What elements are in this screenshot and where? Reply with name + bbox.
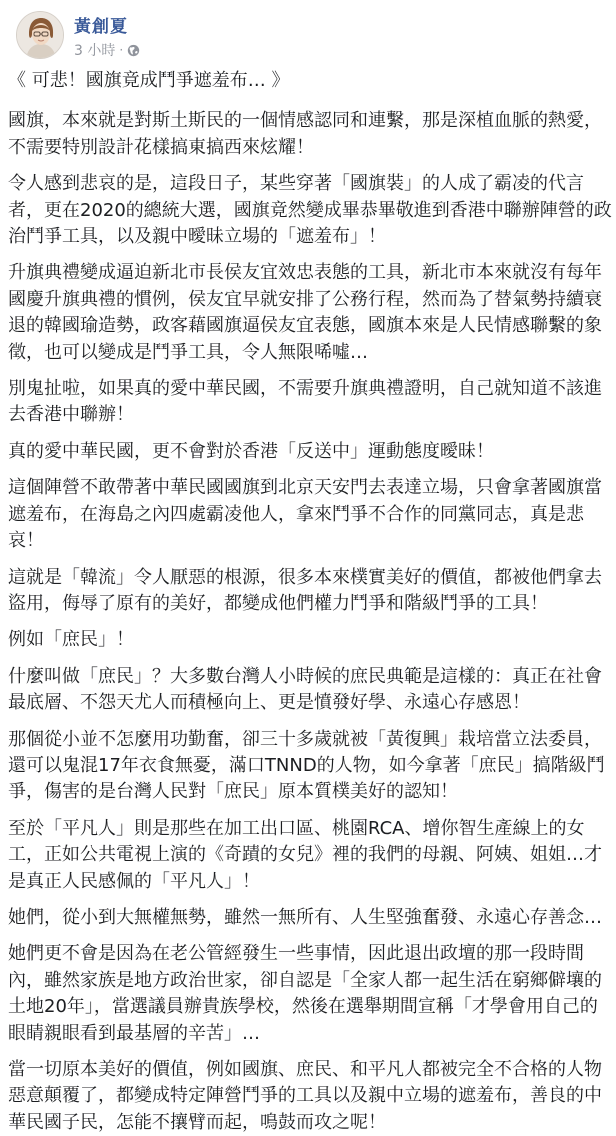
post-paragraph: 什麼叫做「庶民」？大多數台灣人小時候的庶民典範是這樣的：真正在社會最底層、不怨天尤人而積極向上、更是憤發好學、永遠心存感恩！ <box>8 665 602 714</box>
post-meta <box>74 40 140 60</box>
post-paragraph: 她們，從小到大無權無勢，雖然一無所有、人生堅強奮發、永遠心存善念… <box>8 906 602 928</box>
post-body <box>8 68 616 1136</box>
post-paragraph: 這個陣營不敢帶著中華民國國旗到北京天安門去表達立場，只會拿著國旗當遮羞布，在海島之內四處霸凌他人，拿來鬥爭不合作的同黨同志，真是悲哀！ <box>8 477 602 552</box>
post-paragraph: 這就是「韓流」令人厭惡的根源，很多本來樸實美好的價值，都被他們拿去盜用，侮辱了原有的美好，都變成他們權力鬥爭和階級鬥爭的工具！ <box>8 566 602 614</box>
author-avatar[interactable] <box>16 11 64 59</box>
post-paragraph: 當一切原本美好的價值，例如國旗、庶民、和平凡人都被完全不合格的人物惡意顛覆了，都變成特定陣營鬥爭的工具以及親中立場的遮羞布，善良的中華民國子民，怎能不攘臂而起，鳴鼓而攻之呢！ <box>8 1059 602 1133</box>
post-paragraph: 她們更不會是因為在老公管經發生一些事情，因此退出政壇的那一段時間內，雖然家族是地方政治世家，卻自認是「全家人都一起生活在窮鄉僻壤的土地20年」，當選議員辦貴族學校，然後在選舉期間宣稱「才學會用自己的眼睛親眼看到最基層的辛苦」… <box>8 943 602 1044</box>
post-paragraph: 升旗典禮變成逼迫新北市長侯友宜效忠表態的工具，新北市本來就沒有每年國慶升旗典禮的慣例，侯友宜早就安排了公務行程，然而為了替氣勢持續衰退的韓國瑜造勢，政客藉國旗逼侯友宜表態，國旗本來是人民情感聯繫的象徵，也可以變成是鬥爭工具，令人無限唏噓… <box>8 262 602 363</box>
post-title: 《 可悲！國旗竟成鬥爭遮羞布… 》 <box>8 70 290 91</box>
post-paragraph: 別鬼扯啦，如果真的愛中華民國，不需要升旗典禮證明，自己就知道不該進去香港中聯辦！ <box>8 378 602 426</box>
post-paragraph: 例如「庶民」！ <box>8 629 134 651</box>
post-timestamp[interactable]: 3 小時 <box>74 43 116 59</box>
post-paragraph: 那個從小並不怎麼用功勤奮，卻三十多歲就被「黃復興」栽培當立法委員，還可以鬼混17年衣食無憂，滿口TNND的人物，如今拿著「庶民」搞階級鬥爭，傷害的是台灣人民對「庶民」原本質樸美好的認知！ <box>8 728 605 803</box>
post-paragraph: 令人感到悲哀的是，這段日子，某些穿著「國旗裝」的人成了霸凌的代言者，更在2020的總統大選，國旗竟然變成畢恭畢敬進到香港中聯辦陣營的政治鬥爭工具，以及親中曖昧立場的「遮羞布」！ <box>8 173 612 248</box>
post-paragraph: 真的愛中華民國，更不會對於香港「反送中」運動態度曖昧！ <box>8 440 494 462</box>
post-paragraph: 國旗，本來就是對斯土斯民的一個情感認同和連繫，那是深植血脈的熱愛，不需要特別設計花樣搞東搞西來炫耀！ <box>8 110 602 158</box>
post-header <box>8 0 616 68</box>
author-name[interactable]: 黃創夏 <box>74 17 128 37</box>
meta-separator: · <box>119 43 124 57</box>
globe-icon[interactable] <box>127 44 140 57</box>
post-paragraph: 至於「平凡人」則是那些在加工出口區、桃園RCA、增你智生產線上的女工，正如公共電視上演的《奇蹟的女兒》裡的我們的母親、阿姨、姐姐…才是真正人民感佩的「平凡人」！ <box>8 817 602 892</box>
avatar-portrait <box>17 12 64 59</box>
